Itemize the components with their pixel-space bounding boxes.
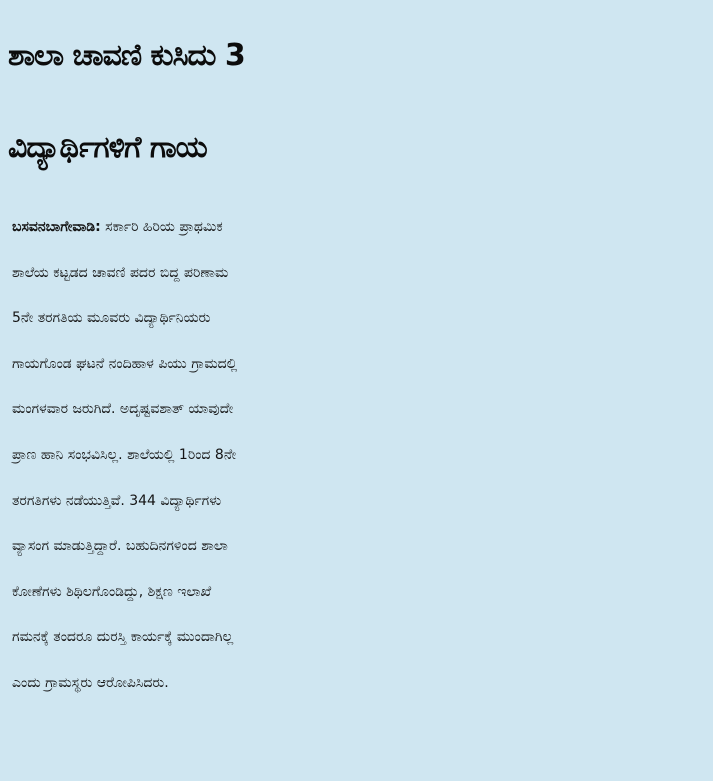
- article-headline: [8, 10, 708, 194]
- body-line-3: 5ನೇ ತರಗತಿಯ ಮೂವರು ವಿದ್ಯಾರ್ಥಿನಿಯರು: [12, 310, 211, 327]
- body-line-10: ಗಮನಕ್ಕೆ ತಂದರೂ ದುರಸ್ತಿ ಕಾರ್ಯಕ್ಕೆ ಮುಂದಾಗಿಲ್ಲ: [12, 629, 234, 646]
- body-line-4: ಗಾಯಗೊಂಡ ಘಟನೆ ನಂದಿಹಾಳ ಪಿಯು ಗ್ರಾಮದಲ್ಲಿ: [12, 355, 238, 372]
- headline-line-1: ಶಾಲಾ ಚಾವಣಿ ಕುಸಿದು 3: [8, 38, 245, 73]
- body-line-6: ಪ್ರಾಣ ಹಾನಿ ಸಂಭವಿಸಿಲ್ಲ. ಶಾಲೆಯಲ್ಲಿ 1ರಿಂದ 8ನೇ: [12, 446, 237, 463]
- body-line-7: ತರಗತಿಗಳು ನಡೆಯುತ್ತಿವೆ. 344 ವಿದ್ಯಾರ್ಥಿಗಳು: [12, 492, 222, 509]
- headline-line-2: ವಿದ್ಯಾರ್ಥಿಗಳಿಗೆ ಗಾಯ: [8, 130, 207, 165]
- body-line-8: ವ್ಯಾಸಂಗ ಮಾಡುತ್ತಿದ್ದಾರೆ. ಬಹುದಿನಗಳಿಂದ ಶಾಲಾ: [12, 538, 228, 555]
- body-line-2: ಶಾಲೆಯ ಕಟ್ಟಡದ ಚಾವಣಿ ಪದರ ಬಿದ್ದ ಪರಿಣಾಮ: [12, 264, 229, 281]
- body-line-9: ಕೋಣೆಗಳು ಶಿಥಿಲಗೊಂಡಿದ್ದು, ಶಿಕ್ಷಣ ಇಲಾಖೆ: [12, 583, 212, 600]
- body-line-1: [12, 205, 704, 251]
- dateline: ಬಸವನಬಾಗೇವಾಡಿ:: [12, 219, 101, 235]
- body-line-1-text: ಸರ್ಕಾರಿ ಹಿರಿಯ ಪ್ರಾಥಮಿಕ: [100, 219, 223, 235]
- body-line-5: ಮಂಗಳವಾರ ಜರುಗಿದೆ. ಅದೃಷ್ಟವಶಾತ್ ಯಾವುದೇ: [12, 401, 234, 418]
- body-line-11: ಎಂದು ಗ್ರಾಮಸ್ಥರು ಆರೋಪಿಸಿದರು.: [12, 674, 169, 691]
- article-body: [12, 205, 704, 707]
